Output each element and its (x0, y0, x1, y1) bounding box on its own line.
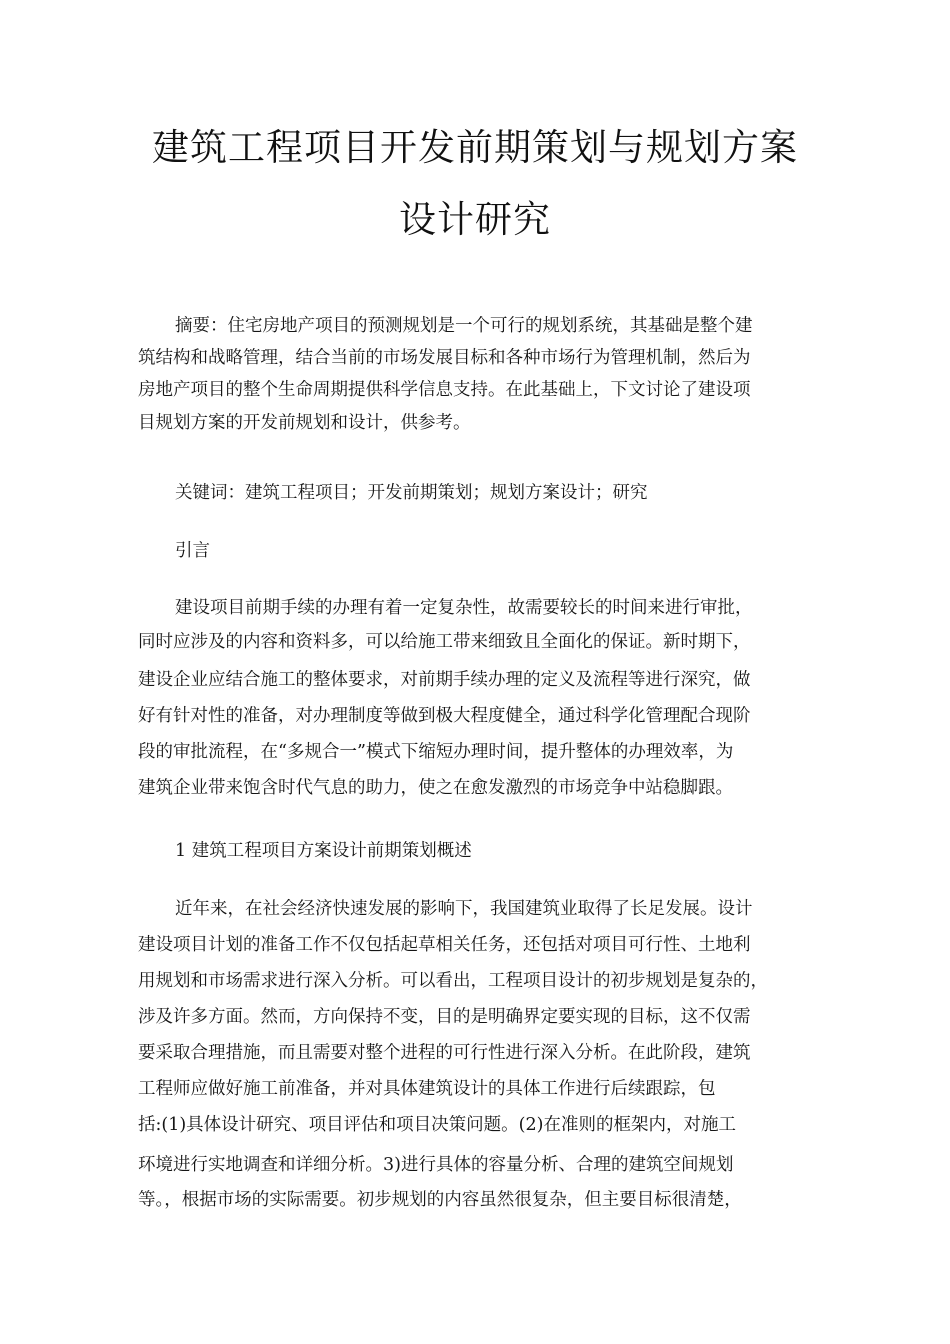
section-line: 工程师应做好施工前准备，并对具体建筑设计的具体工作进行后续跟踪，包 (138, 1079, 716, 1099)
intro-line: 建设企业应结合施工的整体要求，对前期手续办理的定义及流程等进行深究，做 (138, 670, 751, 690)
document-title-line-2: 设计研究 (399, 198, 551, 241)
intro-heading: 引言 (175, 541, 210, 561)
intro-line: 建筑企业带来饱含时代气息的助力，使之在愈发激烈的市场竞争中站稳脚跟。 (138, 778, 733, 798)
section-line: 括:(1)具体设计研究、项目评估和项目决策问题。(2)在准则的框架内，对施工 (138, 1115, 736, 1135)
section-heading: 1 建筑工程项目方案设计前期策划概述 (175, 841, 472, 861)
abstract-line: 目规划方案的开发前规划和设计，供参考。 (138, 413, 471, 433)
section-line: 环境进行实地调查和详细分析。3)进行具体的容量分析、合理的建筑空间规划 (138, 1155, 734, 1175)
section-line: 建设项目计划的准备工作不仅包括起草相关任务，还包括对项目可行性、土地利 (138, 935, 751, 955)
keywords-line: 关键词：建筑工程项目；开发前期策划；规划方案设计；研究 (175, 483, 648, 503)
section-line: 涉及许多方面。然而，方向保持不变，目的是明确界定要实现的目标，这不仅需 (138, 1007, 751, 1027)
section-line: 用规划和市场需求进行深入分析。可以看出，工程项目设计的初步规划是复杂的， (138, 971, 768, 991)
abstract-line: 房地产项目的整个生命周期提供科学信息支持。在此基础上，下文讨论了建设项 (138, 380, 751, 400)
abstract-line: 摘要：住宅房地产项目的预测规划是一个可行的规划系统，其基础是整个建 (175, 316, 753, 336)
intro-line: 好有针对性的准备，对办理制度等做到极大程度健全，通过科学化管理配合现阶 (138, 706, 751, 726)
abstract-line: 筑结构和战略管理，结合当前的市场发展目标和各种市场行为管理机制，然后为 (138, 348, 751, 368)
intro-line: 段的审批流程，在“多规合一”模式下缩短办理时间，提升整体的办理效率，为 (138, 742, 734, 762)
section-line: 等。，根据市场的实际需要。初步规划的内容虽然很复杂，但主要目标很清楚， (138, 1190, 742, 1210)
section-line: 要采取合理措施，而且需要对整个进程的可行性进行深入分析。在此阶段，建筑 (138, 1043, 751, 1063)
intro-line: 建设项目前期手续的办理有着一定复杂性，故需要较长的时间来进行审批， (175, 598, 753, 618)
intro-line: 同时应涉及的内容和资料多，可以给施工带来细致且全面化的保证。新时期下， (138, 632, 751, 652)
document-title-line-1: 建筑工程项目开发前期策划与规划方案 (152, 126, 798, 169)
section-line: 近年来，在社会经济快速发展的影响下，我国建筑业取得了长足发展。设计 (175, 899, 753, 919)
